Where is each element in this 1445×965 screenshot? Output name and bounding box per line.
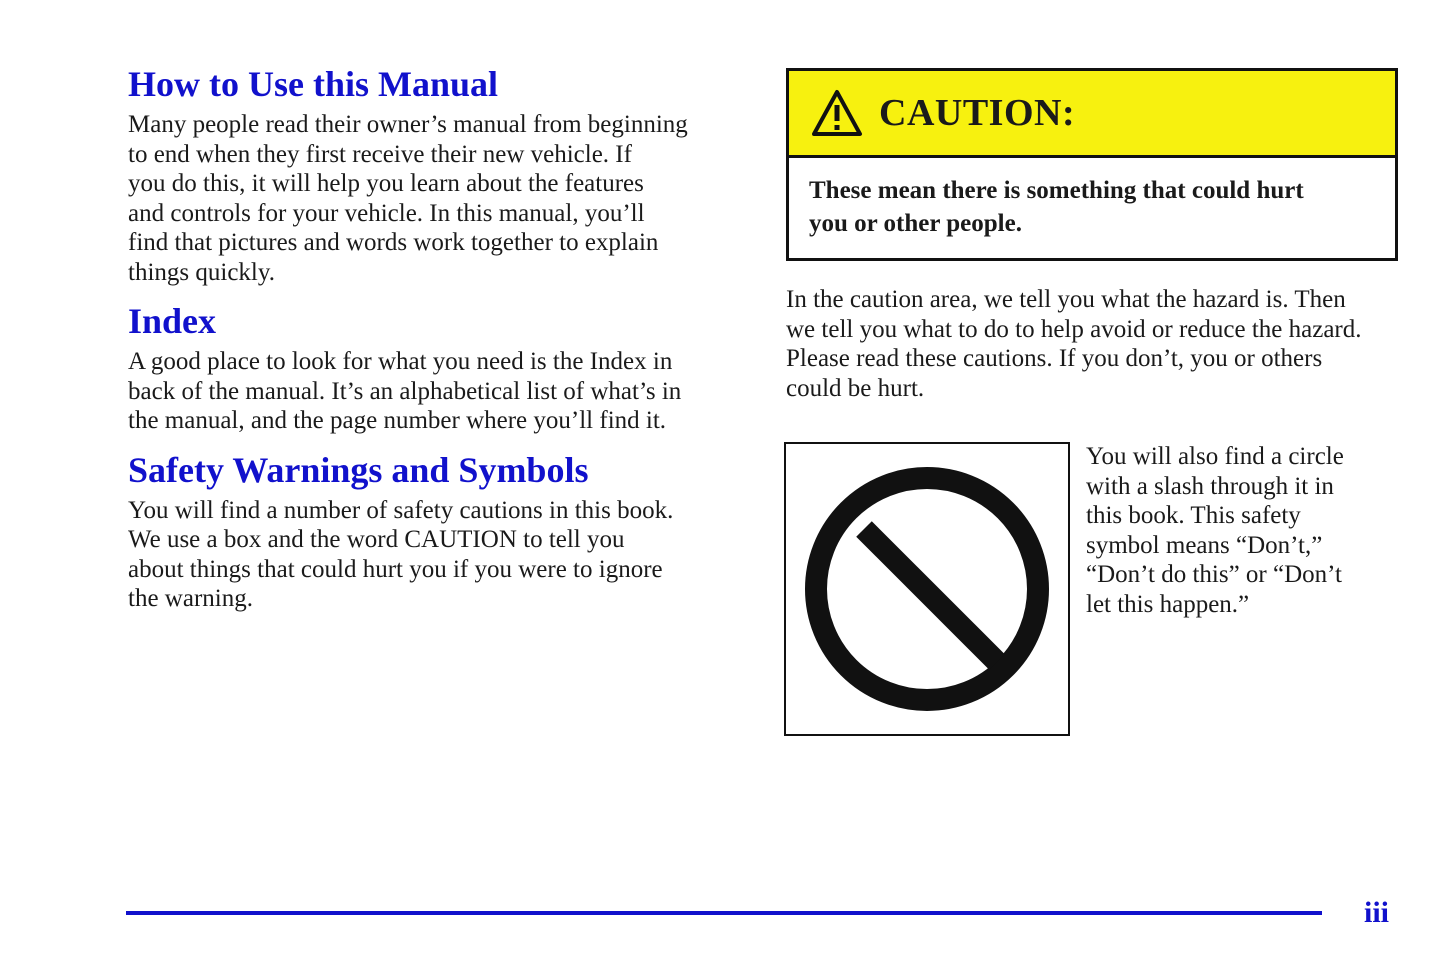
section-body-safety: You will find a number of safety cautions in this book. We use a box and the word CAUTION to tell you about things that could hurt you if you were to ignore the warning. (128, 496, 674, 612)
caution-header (789, 71, 1395, 158)
warning-triangle-icon (811, 89, 863, 137)
caution-title: CAUTION: (879, 92, 1076, 134)
section-body-how-to-use: Many people read their owner’s manual from beginning to end when they first receive their new vehicle. If you do this, it will help you learn about the features and controls for your vehicle. In this manual, you’ll find that pictures and words work together to explain things quickly. (128, 111, 688, 286)
footer-rule (126, 911, 1322, 915)
symbol-row (784, 442, 1386, 736)
symbol-box (784, 442, 1070, 736)
right-column (786, 68, 1398, 428)
caution-body: These mean there is something that could hurt you or other people. (809, 177, 1304, 237)
section-heading-safety: Safety Warnings and Symbols (128, 449, 589, 490)
caution-explanation: In the caution area, we tell you what the hazard is. Then we tell you what to do to help avoid or reduce the hazard. Please read these cautions. If you don’t, you or others could be hurt. (786, 286, 1362, 402)
section-heading-index: Index (128, 301, 217, 341)
section-heading-how-to-use: How to Use this Manual (128, 64, 499, 104)
section-body-index: A good place to look for what you need is the Index in back of the manual. It’s an alphabetical list of what’s in the manual, and the page number where you’ll find it. (128, 348, 682, 434)
symbol-description: You will also find a circle with a slash through it in this book. This safety symbol means “Don’t,” “Don’t do this” or “Don’t let this happen.” (1086, 443, 1344, 618)
left-column (128, 62, 738, 626)
prohibition-circle-icon (802, 464, 1052, 714)
page-number: iii (1364, 896, 1390, 929)
caution-box (786, 68, 1398, 261)
